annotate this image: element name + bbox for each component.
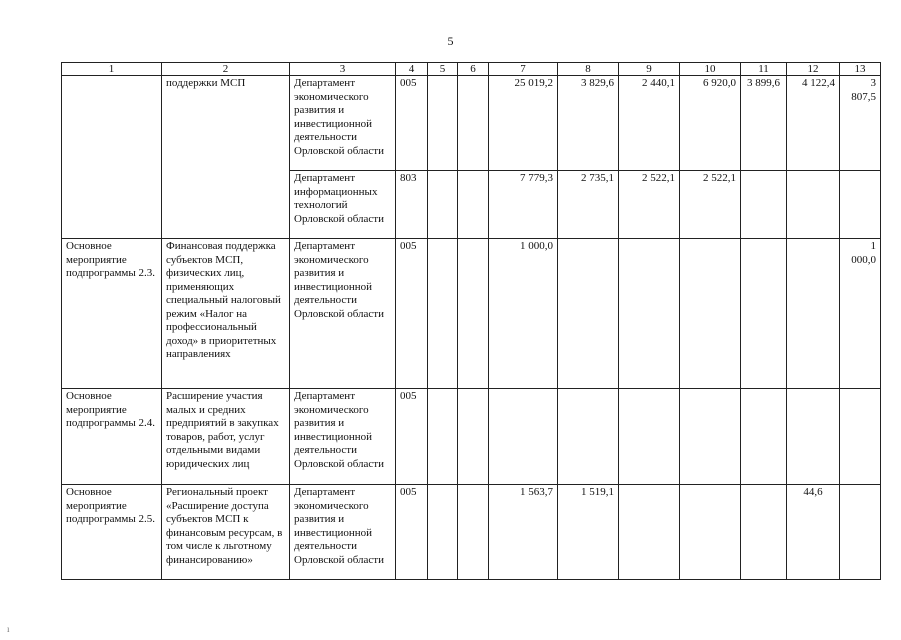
event-name-cell: Финансовая поддержка субъектов МСП, физических лиц, применяющих специальный налоговый режим «Налог на профессиональный доход» в приоритетных направлениях	[162, 239, 290, 389]
value-cell	[741, 171, 787, 239]
column-header: 6	[458, 63, 489, 76]
value-cell	[558, 239, 619, 389]
value-cell: 3 807,5	[840, 76, 881, 171]
value-cell: 2 440,1	[619, 76, 680, 171]
code-cell: 005	[396, 76, 428, 171]
value-cell	[741, 485, 787, 580]
value-cell: 44,6	[787, 485, 840, 580]
value-cell	[619, 485, 680, 580]
column-header: 8	[558, 63, 619, 76]
table-row	[62, 76, 881, 171]
event-name-cell: поддержки МСП	[162, 76, 290, 239]
code-cell: 803	[396, 171, 428, 239]
event-cell: Основное мероприятие подпрограммы 2.5.	[62, 485, 162, 580]
column-header: 4	[396, 63, 428, 76]
page-number: 5	[447, 34, 454, 48]
value-cell	[840, 485, 881, 580]
value-cell	[558, 389, 619, 485]
value-cell	[428, 239, 458, 389]
value-cell	[619, 389, 680, 485]
executor-cell: Департамент экономического развития и инвестиционной деятельности Орловской области	[290, 485, 396, 580]
value-cell	[458, 171, 489, 239]
value-cell	[489, 389, 558, 485]
value-cell: 6 920,0	[680, 76, 741, 171]
value-cell: 2 522,1	[680, 171, 741, 239]
value-cell: 1 519,1	[558, 485, 619, 580]
table-row	[62, 389, 881, 485]
executor-cell: Департамент экономического развития и инвестиционной деятельности Орловской области	[290, 76, 396, 171]
value-cell	[680, 239, 741, 389]
value-cell: 2 735,1	[558, 171, 619, 239]
scan-mark: ı	[7, 624, 10, 634]
column-header: 10	[680, 63, 741, 76]
value-cell	[787, 389, 840, 485]
column-header: 2	[162, 63, 290, 76]
code-cell: 005	[396, 485, 428, 580]
value-cell: 1 563,7	[489, 485, 558, 580]
value-cell	[458, 76, 489, 171]
column-header: 9	[619, 63, 680, 76]
column-header: 3	[290, 63, 396, 76]
event-name-cell: Расширение участия малых и средних предприятий в закупках товаров, работ, услуг отдельными видами юридических лиц	[162, 389, 290, 485]
value-cell	[787, 171, 840, 239]
value-cell	[458, 239, 489, 389]
column-header: 12	[787, 63, 840, 76]
column-header: 1	[62, 63, 162, 76]
event-cell: Основное мероприятие подпрограммы 2.3.	[62, 239, 162, 389]
value-cell	[741, 389, 787, 485]
value-cell: 1 000,0	[489, 239, 558, 389]
table-header-row	[62, 63, 881, 76]
value-cell: 25 019,2	[489, 76, 558, 171]
value-cell: 1 000,0	[840, 239, 881, 389]
value-cell: 3 899,6	[741, 76, 787, 171]
value-cell	[680, 389, 741, 485]
value-cell: 2 522,1	[619, 171, 680, 239]
value-cell	[840, 171, 881, 239]
value-cell: 7 779,3	[489, 171, 558, 239]
value-cell: 3 829,6	[558, 76, 619, 171]
code-cell: 005	[396, 239, 428, 389]
table-row	[62, 485, 881, 580]
table-row	[62, 239, 881, 389]
column-header: 13	[840, 63, 881, 76]
value-cell	[428, 76, 458, 171]
executor-cell: Департамент экономического развития и инвестиционной деятельности Орловской области	[290, 239, 396, 389]
column-header: 11	[741, 63, 787, 76]
budget-table	[61, 62, 881, 580]
code-cell: 005	[396, 389, 428, 485]
value-cell	[428, 485, 458, 580]
executor-cell: Департамент экономического развития и инвестиционной деятельности Орловской области	[290, 389, 396, 485]
column-header: 7	[489, 63, 558, 76]
value-cell: 4 122,4	[787, 76, 840, 171]
value-cell	[428, 171, 458, 239]
value-cell	[741, 239, 787, 389]
event-name-cell: Региональный проект «Расширение доступа субъектов МСП к финансовым ресурсам, в том числе к льготному финансированию»	[162, 485, 290, 580]
value-cell	[428, 389, 458, 485]
event-cell: Основное мероприятие подпрограммы 2.4.	[62, 389, 162, 485]
column-header: 5	[428, 63, 458, 76]
event-cell	[62, 76, 162, 239]
value-cell	[619, 239, 680, 389]
value-cell	[840, 389, 881, 485]
executor-cell: Департамент информационных технологий Орловской области	[290, 171, 396, 239]
value-cell	[680, 485, 741, 580]
value-cell	[787, 239, 840, 389]
value-cell	[458, 485, 489, 580]
value-cell	[458, 389, 489, 485]
